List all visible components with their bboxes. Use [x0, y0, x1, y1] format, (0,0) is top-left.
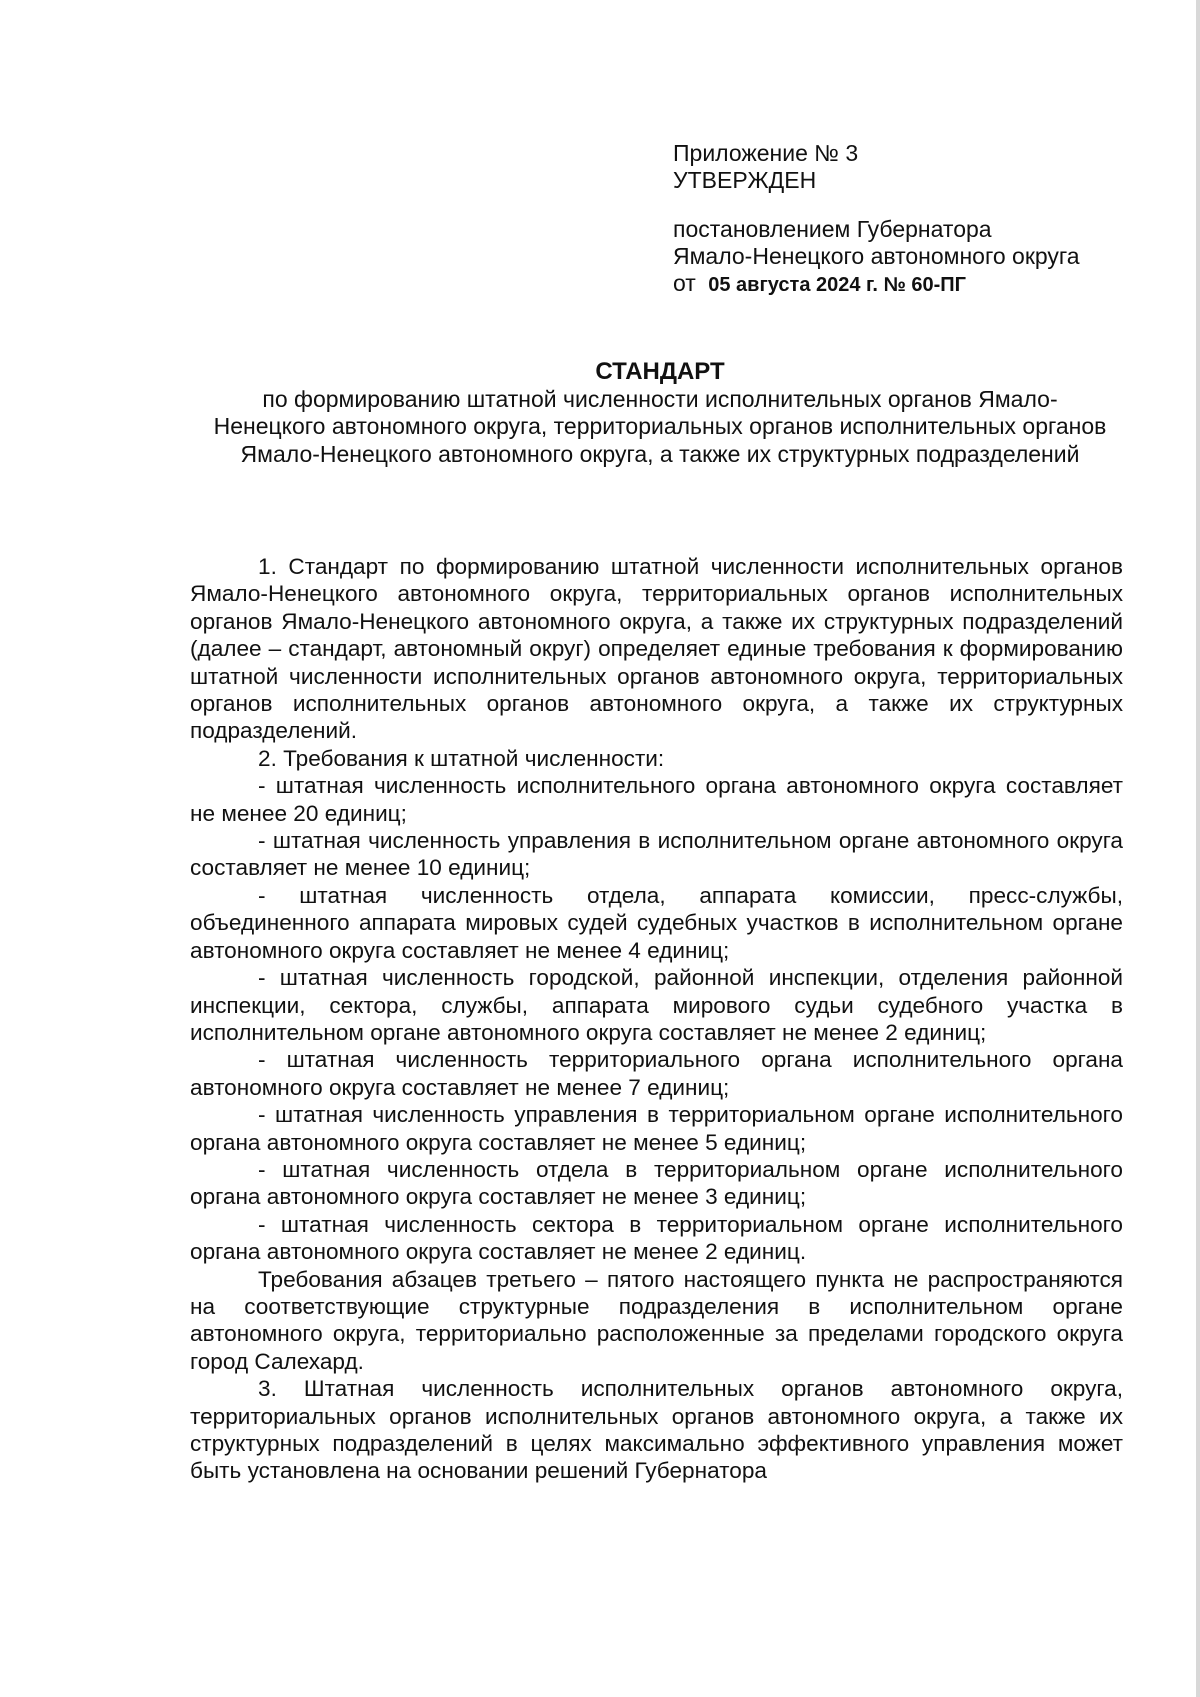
requirement-item: - штатная численность исполнительного органа автономного округа составляет не менее 20 единиц; — [190, 773, 1123, 826]
paragraph-3: 3. Штатная численность исполнительных органов автономного округа, территориальных органов исполнительных органов автономного округа, а также их структурных подразделений в целях максимально эффективного управления может быть установлена на основании решений Губернатора — [190, 1376, 1123, 1484]
requirement-item: - штатная численность отдела в территориальном органе исполнительного органа автономного округа составляет не менее 3 единиц; — [190, 1156, 1123, 1210]
approval-block — [673, 140, 1163, 299]
approved-by-line-2: Ямало-Ненецкого автономного округа — [673, 243, 1080, 269]
document-subtitle: по формированию штатной численности исполнительных органов Ямало-Ненецкого автономного округа, территориальных органов исполнительных органов Ямало-Ненецкого автономного округа, а также их структурных подразделений — [213, 385, 1107, 467]
date-prefix: от — [673, 270, 696, 296]
requirement-item: - штатная численность управления в исполнительном органе автономного округа составляет не менее 10 единиц; — [190, 828, 1123, 881]
paragraph-1: 1. Стандарт по формированию штатной численности исполнительных органов Ямало-Ненецкого автономного округа, территориальных органов исполнительных органов Ямало-Ненецкого автономного округа, а также их структурных подразделений (далее – стандарт, автономный округ) определяет единые требования к формированию штатной численности исполнительных органов автономного округа, территориальных органов исполнительных органов автономного округа, а также их структурных подразделений. — [190, 554, 1123, 744]
document-title: СТАНДАРТ — [595, 358, 725, 385]
document-body — [190, 553, 1123, 1485]
page-edge — [1196, 0, 1200, 1697]
decree-date-number: 05 августа 2024 г. № 60-ПГ — [708, 274, 966, 296]
requirement-item: - штатная численность территориального органа исполнительного органа автономного округа составляет не менее 7 единиц; — [190, 1047, 1123, 1100]
requirement-item: - штатная численность управления в территориальном органе исполнительного органа автономного округа составляет не менее 5 единиц; — [190, 1102, 1123, 1155]
requirement-item: - штатная численность сектора в территориальном органе исполнительного органа автономного округа составляет не менее 2 единиц. — [190, 1211, 1123, 1265]
spacer — [673, 194, 1163, 216]
exception-paragraph: Требования абзацев третьего – пятого настоящего пункта не распространяются на соответствующие структурные подразделения в исполнительном органе автономного округа, территориально расположенные за пределами городского округа город Салехард. — [190, 1266, 1123, 1374]
requirement-item: - штатная численность отдела, аппарата комиссии, пресс-службы, объединенного аппарата мировых судей судебных участков в исполнительном органе автономного округа составляет не менее 4 единиц; — [190, 882, 1123, 963]
paragraph-2: 2. Требования к штатной численности: — [258, 745, 665, 771]
decree-date-line — [673, 270, 1163, 299]
approved-label: УТВЕРЖДЕН — [673, 167, 817, 193]
approved-by-line-1: постановлением Губернатора — [673, 216, 992, 242]
document-header — [190, 358, 1130, 468]
requirement-item: - штатная численность городской, районной инспекции, отделения районной инспекции, сектора, службы, аппарата мирового судьи судебного участка в исполнительном органе автономного округа составляет не менее 2 единиц; — [190, 965, 1123, 1045]
appendix-label: Приложение № 3 — [673, 140, 859, 166]
